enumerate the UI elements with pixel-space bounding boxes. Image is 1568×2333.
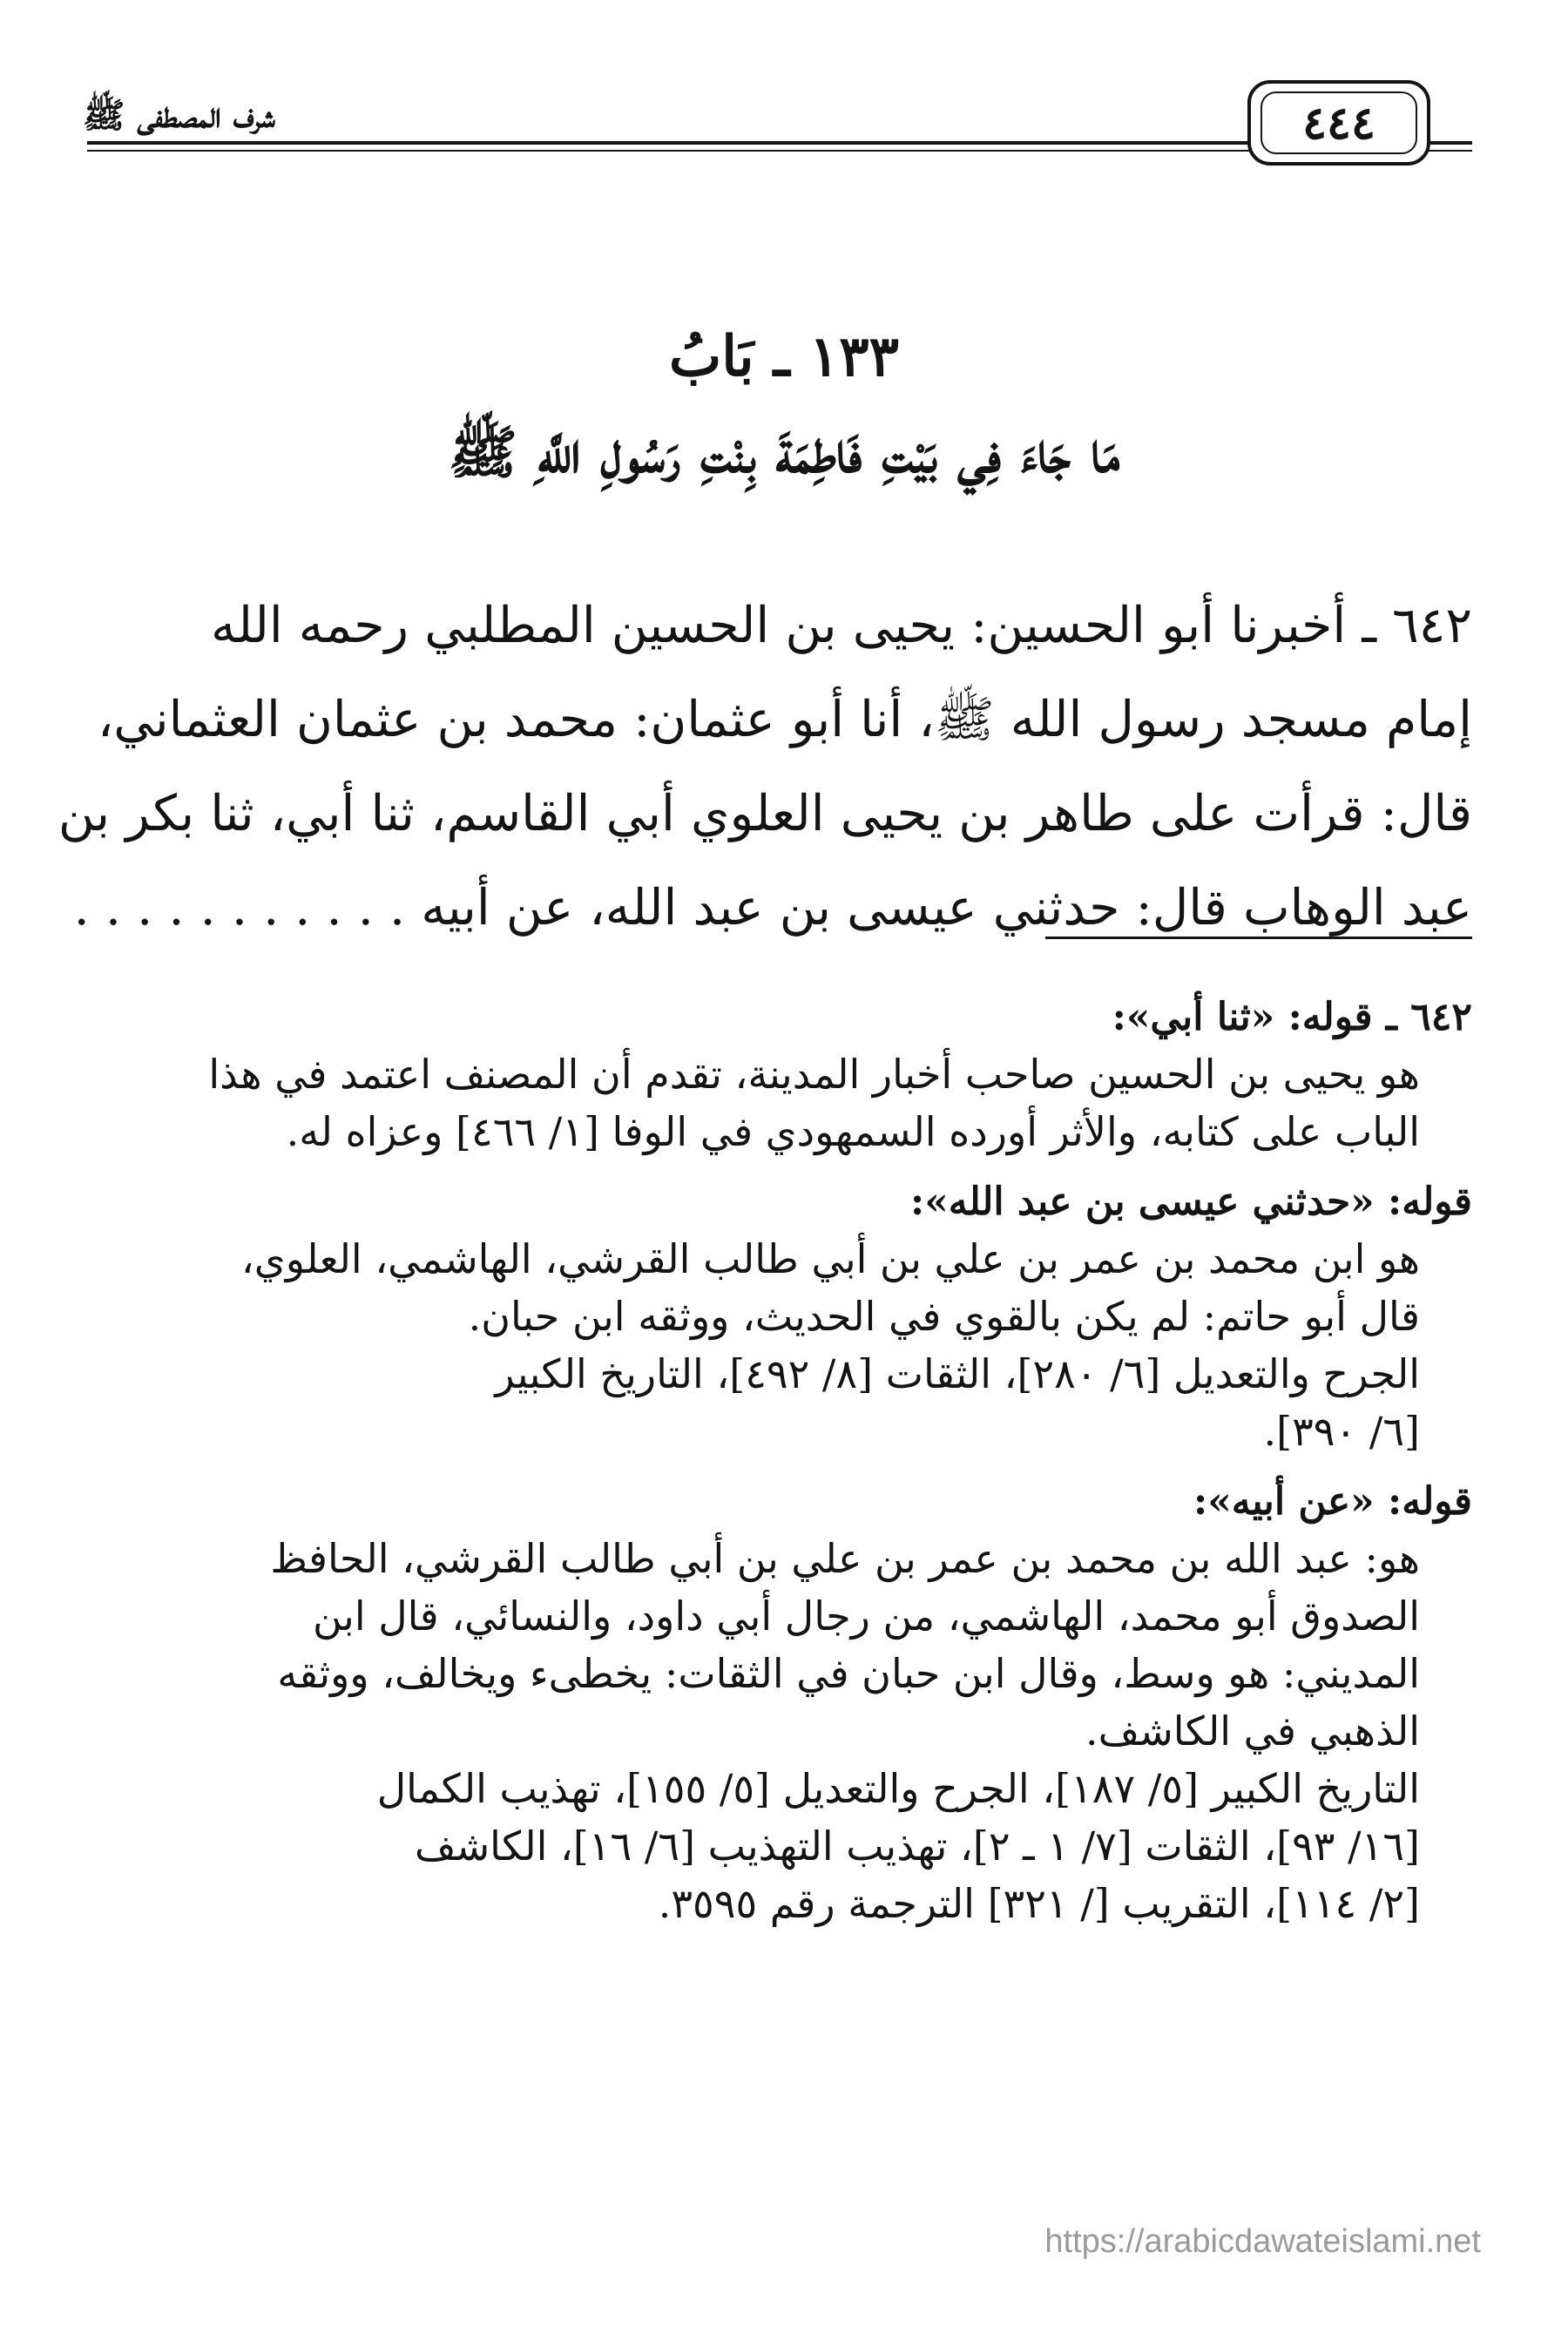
note-body: [139, 1530, 1472, 1932]
note-line: هو ابن محمد بن عمر بن علي بن أبي طالب القرشي، الهاشمي، العلوي،: [240, 1235, 1420, 1282]
note-line: الباب على كتابه، والأثر أورده السمهودي في الوفا [١/ ٤٦٦] وعزاه له.: [286, 1108, 1420, 1155]
note-line: هو يحيى بن الحسين صاحب أخبار المدينة، تقدم أن المصنف اعتمد في هذا: [208, 1051, 1420, 1098]
note-line: الذهبي في الكاشف.: [1085, 1707, 1420, 1755]
note-line: الجرح والتعديل [٦/ ٢٨٠]، الثقات [٨/ ٤٩٢]، التاريخ الكبير: [495, 1350, 1420, 1397]
main-text-line: ٦٤٢ ـ أخبرنا أبو الحسين: يحيى بن الحسين المطلبي رحمه الله: [211, 597, 1472, 654]
page-number-frame: [1247, 80, 1430, 166]
running-header-title: شرف المصطفى ﷺ: [83, 95, 275, 136]
chapter-number-title: ١٣٣ ـ بَابُ: [669, 324, 899, 389]
note-body: [139, 1230, 1472, 1460]
chapter-subtitle: مَا جَاءَ فِي بَيْتِ فَاطِمَةَ بِنْتِ رَسُولِ اللَّهِ ﷺ: [448, 418, 1120, 486]
note-line: المديني: هو وسط، وقال ابن حبان في الثقات: يخطىء ويخالف، ووثقه: [277, 1650, 1420, 1697]
main-text-line: إمام مسجد رسول الله ﷺ، أنا أبو عثمان: محمد بن عثمان العثماني،: [97, 691, 1472, 748]
page-number: ٤٤٤: [1260, 91, 1417, 154]
note-heading: ٦٤٢ ـ قوله: «ثنا أبي»:: [1112, 995, 1472, 1039]
note-heading: قوله: «حدثني عيسى بن عبد الله»:: [910, 1180, 1472, 1224]
note-line: التاريخ الكبير [٥/ ١٨٧]، الجرح والتعديل [٥/ ١٥٥]، تهذيب الكمال: [376, 1765, 1420, 1812]
main-text: [57, 578, 1472, 955]
footnote-divider: [1045, 937, 1472, 939]
note-line: قال أبو حاتم: لم يكن بالقوي في الحديث، ووثقه ابن حبان.: [468, 1293, 1420, 1340]
commentary-notes: [139, 976, 1472, 1932]
main-text-line: عبد الوهاب قال: حدثني عيسى بن عبد الله، عن أبيه . . . . . . . . . . .: [73, 879, 1472, 937]
note-line: هو: عبد الله بن محمد بن عمر بن علي بن أبي طالب القرشي، الحافظ: [270, 1535, 1420, 1582]
note-body: [139, 1045, 1472, 1160]
note-line: [٢/ ١١٤]، التقريب [/ ٣٢١] الترجمة رقم ٣٥٩٥.: [658, 1880, 1420, 1927]
main-text-line: قال: قرأت على طاهر بن يحيى العلوي أبي القاسم، ثنا أبي، ثنا بكر بن: [57, 785, 1472, 842]
note-line: [١٦/ ٩٣]، الثقات [٧/ ١ ـ ٢]، تهذيب التهذيب [٦/ ١٦]، الكاشف: [415, 1822, 1420, 1870]
note-line: [٦/ ٣٩٠].: [1263, 1408, 1420, 1455]
note-line: الصدوق أبو محمد، الهاشمي، من رجال أبي داود، والنسائي، قال ابن: [313, 1593, 1420, 1640]
watermark-url: https://arabicdawateislami.net: [1044, 2223, 1481, 2260]
note-heading: قوله: «عن أبيه»:: [1193, 1479, 1472, 1524]
